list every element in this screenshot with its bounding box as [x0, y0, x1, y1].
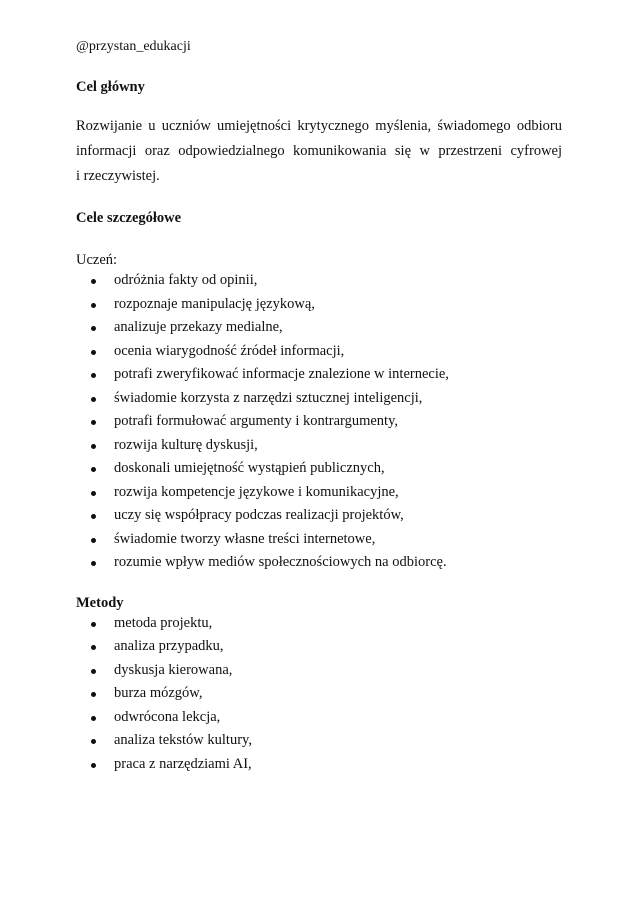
main-goal-line: i rzeczywistej.: [76, 168, 160, 184]
list-item-text: analiza przypadku,: [114, 638, 224, 654]
bullet-icon: [91, 373, 96, 378]
list-item-text: świadomie tworzy własne treści internetowe,: [114, 530, 376, 547]
main-goal-line: Rozwijanie u uczniów umiejętności krytycznego myślenia, świadomego odbioru: [76, 118, 562, 134]
main-goal-heading: Cel główny: [76, 79, 145, 95]
list-item-text: rozumie wpływ mediów społecznościowych na odbiorcę.: [114, 554, 447, 570]
list-item-text: świadomie korzysta z narzędzi sztucznej inteligencji,: [114, 389, 423, 406]
bullet-icon: [91, 716, 96, 721]
bullet-icon: [91, 739, 96, 744]
bullet-icon: [91, 645, 96, 650]
list-item: [76, 504, 562, 528]
list-item-text: rozwija kulturę dyskusji,: [114, 436, 258, 453]
bullet-icon: [91, 467, 96, 472]
bullet-icon: [91, 514, 96, 519]
list-item: [76, 410, 562, 434]
bullet-icon: [91, 279, 96, 284]
list-item-text: odwrócona lekcja,: [114, 708, 221, 725]
list-item-text: uczy się współpracy podczas realizacji projektów,: [114, 507, 404, 523]
author-handle: @przystan_edukacji: [76, 39, 191, 54]
list-item-text: dyskusja kierowana,: [114, 661, 233, 678]
list-item: [76, 293, 562, 317]
bullet-icon: [91, 420, 96, 425]
list-item: [76, 612, 562, 636]
list-item-text: analiza tekstów kultury,: [114, 732, 252, 748]
list-item: [76, 659, 562, 683]
methods-list: [76, 612, 562, 777]
specific-goals-heading: Cele szczegółowe: [76, 210, 182, 226]
bullet-icon: [91, 397, 96, 402]
list-item-text: analizuje przekazy medialne,: [114, 319, 283, 335]
bullet-icon: [91, 303, 96, 308]
list-item-text: potrafi zweryfikować informacje znalezione w internecie,: [114, 366, 449, 382]
list-item: [76, 635, 562, 659]
list-item: [76, 269, 562, 293]
list-item-text: odróżnia fakty od opinii,: [114, 272, 258, 288]
list-item: [76, 363, 562, 387]
specific-goals-lead: Uczeń:: [76, 252, 118, 268]
list-item: [76, 706, 562, 730]
list-item: [76, 316, 562, 340]
list-item: [76, 387, 562, 411]
list-item-text: burza mózgów,: [114, 685, 203, 701]
bullet-icon: [91, 622, 96, 627]
bullet-icon: [91, 763, 96, 768]
bullet-icon: [91, 326, 96, 331]
bullet-icon: [91, 444, 96, 449]
bullet-icon: [91, 669, 96, 674]
document-page: [76, 38, 562, 776]
list-item-text: ocenia wiarygodność źródeł informacji,: [114, 342, 345, 359]
main-goal-paragraph: [76, 114, 562, 189]
main-goal-line: informacji oraz odpowiedzialnego komunikowania się w przestrzeni cyfrowej: [76, 143, 562, 159]
list-item: [76, 457, 562, 481]
bullet-icon: [91, 538, 96, 543]
bullet-icon: [91, 561, 96, 566]
list-item: [76, 729, 562, 753]
list-item-text: rozwija kompetencje językowe i komunikacyjne,: [114, 483, 399, 500]
list-item-text: potrafi formułować argumenty i kontrargumenty,: [114, 413, 399, 429]
list-item-text: metoda projektu,: [114, 614, 213, 631]
bullet-icon: [91, 491, 96, 496]
list-item: [76, 434, 562, 458]
specific-goals-list: [76, 269, 562, 575]
list-item-text: doskonali umiejętność wystąpień publicznych,: [114, 460, 385, 476]
list-item: [76, 551, 562, 575]
bullet-icon: [91, 350, 96, 355]
list-item: [76, 753, 562, 777]
list-item-text: praca z narzędziami AI,: [114, 755, 252, 772]
list-item: [76, 682, 562, 706]
bullet-icon: [91, 692, 96, 697]
list-item: [76, 481, 562, 505]
list-item: [76, 340, 562, 364]
methods-heading: Metody: [76, 594, 124, 611]
list-item: [76, 528, 562, 552]
list-item-text: rozpoznaje manipulację językową,: [114, 295, 315, 312]
